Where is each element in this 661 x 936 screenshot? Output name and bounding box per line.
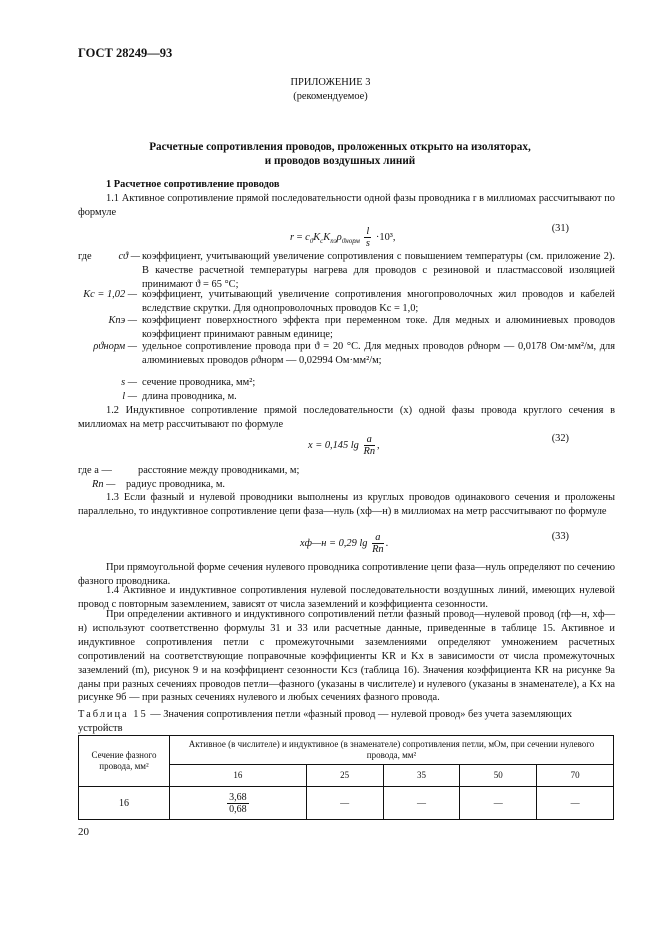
section-title-line2: и проводов воздушных линий <box>264 155 416 167</box>
page-number: 20 <box>78 826 89 838</box>
def-text: коэффициент, учитывающий увеличение сопротивления многопроволочных жил проводов и кабелей вследствие скрутки. Для однопроволочных проводов Kс = 1,0; <box>142 289 615 314</box>
standard-header: ГОСТ 28249—93 <box>78 46 173 60</box>
formula-32 <box>78 430 615 460</box>
f31-mult: ·10³, <box>375 231 396 243</box>
table-col-header: 16 <box>170 765 307 787</box>
table-cell-fraction <box>170 787 307 820</box>
table-col-header: 25 <box>306 765 383 787</box>
table-cell: — <box>460 787 537 820</box>
appendix-title: ПРИЛОЖЕНИЕ 3 <box>290 77 371 88</box>
equation-number-32: (32) <box>551 433 569 444</box>
def-text: удельное сопротивление провода при ϑ = 20 °C. Для медных проводов ρϑнорм — 0,0178 Ом·мм²/м, для алюминиевых проводов ρϑнорм — 0,02994 Ом·мм²/м; <box>142 341 615 366</box>
def-text: коэффициент, учитывающий увеличение сопротивления с повышением температуры (см. приложение 2). В качестве расчетной температуры нагрева для проводов с резиновой и пластмассовой изоляцией принимают ϑ = 65 °C; <box>142 251 615 290</box>
f31-fraction <box>364 226 371 249</box>
def-symbol: ρϑнорм — <box>93 341 137 352</box>
f33-lhs: xф—н = 0,29 lg <box>300 537 368 549</box>
definition-row <box>78 390 615 404</box>
where-label: где <box>78 251 92 262</box>
def-symbol: l — <box>122 391 137 402</box>
equation-number-33: (33) <box>551 531 569 542</box>
equation-number-31: (31) <box>551 223 569 234</box>
def-symbol: Rп — <box>92 479 116 490</box>
f33-tail: . <box>385 537 389 549</box>
f32-num: a <box>364 434 376 446</box>
section-title-line1: Расчетные сопротивления проводов, проложенных открыто на изоляторах, <box>149 141 531 153</box>
table-15-label: Таблица 15 <box>78 709 148 720</box>
definition-row <box>78 376 615 390</box>
f32-lhs: x = 0,145 lg <box>308 439 359 451</box>
f33-fraction <box>372 532 384 555</box>
table-cell-numerator: 3,68 <box>229 791 247 803</box>
paragraph-loop-resistance: При определении активного и индуктивного сопротивлений петли фазный провод—нулевой провод (rф—н, xф—н) используют соответственно формулы 31 и 33 или расчетные данные, приведенные в таблице 15. Активное и индуктивное сопротивления петли с промежуточными заземлениями определяют умножением расчетных сопротивлений на соответствующие поправочные коэффициенты KR и Kх в зависимости от числа промежуточных заземлений (m), рисунок 9 и на коэффициент сезонности Kсз (таблица 16). Значения коэффициента KR на рисунке 9а даны при разных сечениях проводов петли—фазного (указаны в числителе) и нулевого (указаны в знаменателе), а Kх на рисунке 9б — при разных сечениях нулевого и любых сечениях фазного провода. <box>78 609 615 704</box>
f31-lhs: r <box>290 231 295 243</box>
table-header-row <box>79 736 614 765</box>
table-15-caption <box>78 708 615 736</box>
table-group-header: Активное (в числителе) и индуктивное (в знаменателе) сопротивления петли, мОм, при сечении нулевого провода, мм² <box>170 736 614 765</box>
paragraph-1-1: 1.1 Активное сопротивление прямой последовательности одной фазы проводника r в миллиомах рассчитывают по формуле <box>78 193 615 218</box>
subsection-heading: 1 Расчетное сопротивление проводов <box>106 179 280 190</box>
table-row <box>79 787 614 820</box>
table-cell: — <box>537 787 614 820</box>
table-col-header: 70 <box>537 765 614 787</box>
definition-row <box>78 464 615 478</box>
f33-den: Rп <box>372 544 384 555</box>
f31-eq: = <box>296 231 303 243</box>
formula-33 <box>78 528 615 558</box>
paragraph-1-3: 1.3 Если фазный и нулевой проводники выполнены из круглых проводов одинакового сечения и проложены параллельно, то индуктивное сопротивление цепи фаза—нуль (xф—н) в миллиомах на метр рассчитывают по формуле <box>78 492 615 517</box>
formula-31 <box>78 222 615 249</box>
table-15 <box>78 735 614 820</box>
appendix-heading <box>0 76 661 104</box>
def-symbol: Kпэ — <box>108 315 137 326</box>
f32-tail: , <box>377 439 380 451</box>
def-text: расстояние между проводниками, м; <box>138 465 300 476</box>
table-cell-denominator: 0,68 <box>229 803 247 815</box>
table-col0-header: Сечение фазного провода, мм² <box>79 736 170 787</box>
def-symbol: s — <box>121 377 137 388</box>
paragraph-1-4: 1.4 Активное и индуктивное сопротивления нулевой последовательности воздушных линий, имеющих нулевой провод с повторным заземлением, зависят от числа заземлений и коэффициента сезонности. <box>78 585 615 610</box>
table-col-header: 50 <box>460 765 537 787</box>
appendix-subtitle: (рекомендуемое) <box>293 90 368 102</box>
table-cell: — <box>306 787 383 820</box>
def-text: длина проводника, м. <box>142 391 237 402</box>
def-text: сечение проводника, мм²; <box>142 377 256 388</box>
table-15-caption-text: — Значения сопротивления петли «фазный провод — нулевой провод» без учета заземляющих устройств <box>78 709 573 734</box>
f32-den: Rп <box>363 446 376 457</box>
def-text: коэффициент поверхностного эффекта при переменном токе. Для медных и алюминиевых проводов коэффициент принимают равным единице; <box>142 315 615 340</box>
paragraph-rect: При прямоугольной форме сечения нулевого проводника сопротивление цепи фаза—нуль определяют по сечению фазного проводника. <box>78 562 615 587</box>
table-col-header: 35 <box>383 765 460 787</box>
def-symbol: cϑ — <box>118 251 140 262</box>
paragraph-1-2: 1.2 Индуктивное сопротивление прямой последовательности (x) одной фазы провода круглого сечения в миллиомах на метр рассчитывают по формуле <box>78 405 615 430</box>
def-symbol: Kс = 1,02 — <box>83 289 137 300</box>
f31-num: l <box>366 226 370 237</box>
f31-den: s <box>365 238 370 249</box>
table-cell-section: 16 <box>79 787 170 820</box>
table-cell: — <box>383 787 460 820</box>
f32-fraction <box>364 434 376 457</box>
f33-num: a <box>372 532 384 544</box>
f31-expr-c: c <box>305 231 310 243</box>
definition-row <box>78 340 615 372</box>
definition-row <box>78 478 615 492</box>
f31-expr: $c_ϑK_cK_{пэ}\rho_{ϑнорм}$ <box>305 231 360 245</box>
def-symbol: где a — <box>78 465 112 476</box>
def-text: радиус проводника, м. <box>126 479 226 490</box>
section-title <box>100 140 580 168</box>
